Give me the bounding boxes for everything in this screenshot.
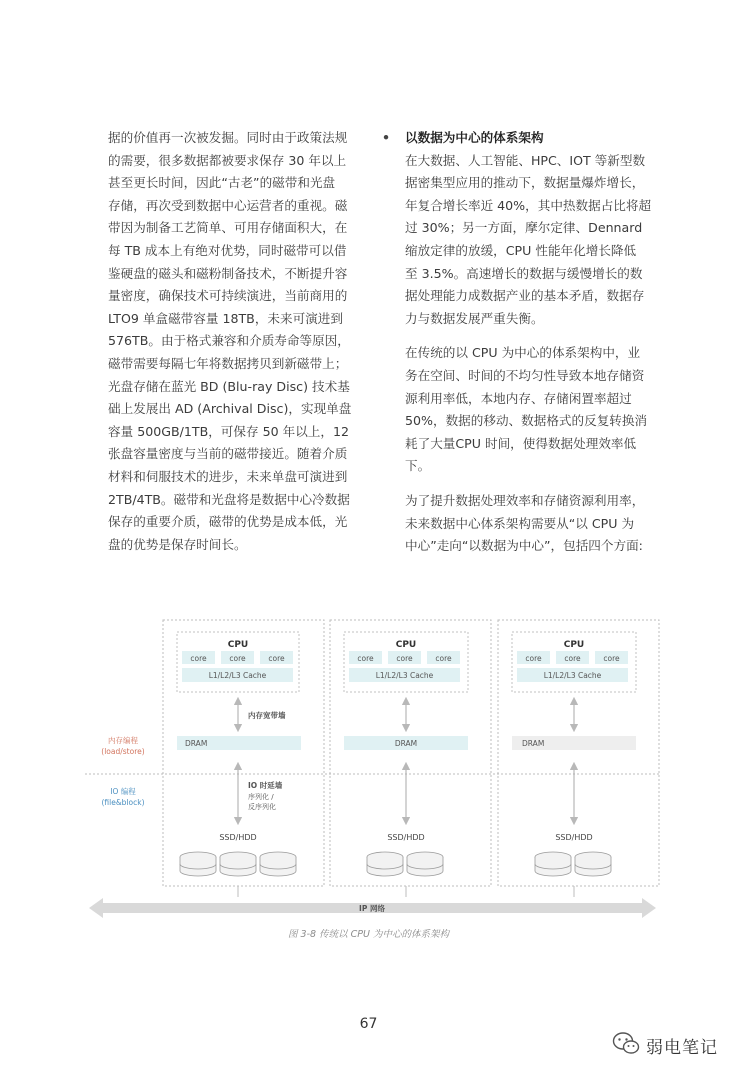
dram-label: DRAM bbox=[522, 739, 545, 748]
text-line: 50%，数据的移动、数据格式的反复转换消 bbox=[405, 413, 648, 429]
text-line: 据密集型应用的推动下，数据量爆炸增长， bbox=[405, 175, 645, 191]
page-number: 67 bbox=[359, 1016, 378, 1032]
text-line: 力与数据发展严重失衡。 bbox=[405, 310, 544, 326]
figure-caption: 图 3-8 传统以 CPU 为中心的体系架构 bbox=[288, 929, 449, 940]
text-line: 带因为制备工艺简单、可用存储面积大，在 bbox=[108, 220, 348, 236]
text-line: 2TB/4TB。磁带和光盘将是数据中心冷数据 bbox=[108, 491, 350, 507]
text-line: 的需要，很多数据都被要求保存 30 年以上 bbox=[108, 152, 347, 168]
text-line: 年复合增长率近 40%，其中热数据占比将超 bbox=[405, 197, 652, 213]
core-label: core bbox=[396, 654, 413, 663]
core-label: core bbox=[229, 654, 246, 663]
disk-icon bbox=[575, 852, 611, 876]
architecture-diagram bbox=[85, 612, 660, 924]
server-node-1 bbox=[163, 620, 324, 897]
core-label: core bbox=[190, 654, 207, 663]
disk-icon bbox=[367, 852, 403, 876]
text-line: 576TB。由于格式兼容和介质寿命等原因， bbox=[108, 333, 350, 349]
core-label: core bbox=[435, 654, 452, 663]
storage-label: SSD/HDD bbox=[219, 833, 257, 842]
core-label: core bbox=[564, 654, 581, 663]
server-node-2 bbox=[330, 620, 491, 897]
serialize-label: 序列化 / bbox=[248, 793, 274, 801]
io-wall-label: IO 时延墙 bbox=[248, 781, 283, 790]
left-column bbox=[108, 127, 360, 556]
storage-label: SSD/HDD bbox=[555, 833, 593, 842]
wechat-icon bbox=[612, 1031, 640, 1059]
disk-icon bbox=[180, 852, 216, 876]
ip-network-bar bbox=[89, 898, 656, 918]
core-label: core bbox=[357, 654, 374, 663]
memory-programming-sub: (load/store) bbox=[101, 747, 145, 756]
text-line: 盘的优势是保存时间长。 bbox=[108, 536, 247, 552]
cpu-label: CPU bbox=[227, 640, 249, 650]
disk-icon bbox=[407, 852, 443, 876]
dram-label: DRAM bbox=[185, 739, 208, 748]
cache-label: L1/L2/L3 Cache bbox=[208, 671, 267, 680]
text-line: LTO9 单盒磁带容量 18TB，未来可演进到 bbox=[108, 310, 343, 326]
section-heading bbox=[382, 127, 663, 150]
text-line: 在大数据、人工智能、HPC、IOT 等新型数 bbox=[405, 152, 646, 168]
text-line: 过 30%；另一方面，摩尔定律、Dennard bbox=[405, 220, 643, 236]
bullet-icon: • bbox=[382, 130, 391, 145]
text-line: 在传统的以 CPU 为中心的体系架构中，业 bbox=[405, 345, 641, 361]
section-heading-text: 以数据为中心的体系架构 bbox=[405, 130, 544, 145]
text-line: 据处理能力成数据产业的基本矛盾，数据存 bbox=[405, 288, 645, 304]
text-line: 容量 500GB/1TB，可保存 50 年以上，12 bbox=[108, 423, 350, 439]
text-line: 光盘存储在蓝光 BD (Blu-ray Disc) 技术基 bbox=[108, 378, 350, 394]
text-line: 鉴硬盘的磁头和磁粉制备技术，不断提升容 bbox=[108, 265, 348, 281]
watermark-text: 弱电笔记 bbox=[646, 1037, 718, 1058]
cpu-label: CPU bbox=[395, 640, 417, 650]
text-line: 磁带需要每隔七年将数据拷贝到新磁带上； bbox=[108, 355, 348, 371]
text-line: 未来数据中心体系架构需要从“以 CPU 为 bbox=[405, 515, 635, 531]
text-line: 耗了大量CPU 时间，使得数据处理效率低 bbox=[405, 435, 637, 451]
text-line: 材料和伺服技术的进步，未来单盘可演进到 bbox=[108, 468, 348, 484]
memory-wall-label: 内存宽带墙 bbox=[248, 711, 286, 720]
cache-label: L1/L2/L3 Cache bbox=[543, 671, 602, 680]
text-line: 据的价值再一次被发掘。同时由于政策法规 bbox=[108, 130, 348, 145]
core-label: core bbox=[268, 654, 285, 663]
ip-network-label: IP 网络 bbox=[359, 904, 385, 913]
dram-label: DRAM bbox=[394, 739, 418, 748]
text-line: 为了提升数据处理效率和存储资源利用率， bbox=[405, 492, 645, 508]
text-line: 保存的重要介质，磁带的优势是成本低，光 bbox=[108, 514, 348, 530]
text-line: 缩放定律的放缓，CPU 性能年化增长降低 bbox=[405, 242, 637, 258]
disk-icon bbox=[535, 852, 571, 876]
disk-icon bbox=[260, 852, 296, 876]
right-column bbox=[382, 127, 663, 558]
text-line: 务在空间、时间的不均匀性导致本地存储资 bbox=[405, 367, 645, 383]
watermark bbox=[612, 1030, 718, 1060]
io-programming-sub: (file&block) bbox=[101, 798, 145, 807]
memory-programming-label: 内存编程 bbox=[108, 736, 138, 745]
cache-label: L1/L2/L3 Cache bbox=[375, 671, 434, 680]
disk-icon bbox=[220, 852, 256, 876]
text-line: 中心”走向“以数据为中心”，包括四个方面: bbox=[405, 538, 643, 554]
core-label: core bbox=[525, 654, 542, 663]
text-line: 存储，再次受到数据中心运营者的重视。磁 bbox=[108, 197, 348, 213]
storage-label: SSD/HDD bbox=[387, 833, 425, 842]
io-programming-label: IO 编程 bbox=[110, 787, 136, 796]
core-label: core bbox=[603, 654, 620, 663]
text-line: 量密度，确保技术可持续演进，当前商用的 bbox=[108, 288, 348, 304]
text-line: 至 3.5%。高速增长的数据与缓慢增长的数 bbox=[405, 265, 643, 281]
text-line: 源利用率低，本地内存、存储闲置率超过 bbox=[405, 390, 632, 406]
text-line: 张盘容量密度与当前的磁带接近。随着介质 bbox=[108, 446, 348, 462]
deserialize-label: 反序列化 bbox=[248, 803, 276, 811]
server-node-3 bbox=[498, 620, 659, 897]
text-line: 础上发展出 AD (Archival Disc)，实现单盘 bbox=[108, 401, 352, 417]
cpu-label: CPU bbox=[563, 640, 585, 650]
text-line: 甚至更长时间，因此“古老”的磁带和光盘 bbox=[108, 175, 336, 191]
text-line: 每 TB 成本上有绝对优势，同时磁带可以借 bbox=[108, 242, 347, 258]
text-line: 下。 bbox=[405, 458, 431, 474]
